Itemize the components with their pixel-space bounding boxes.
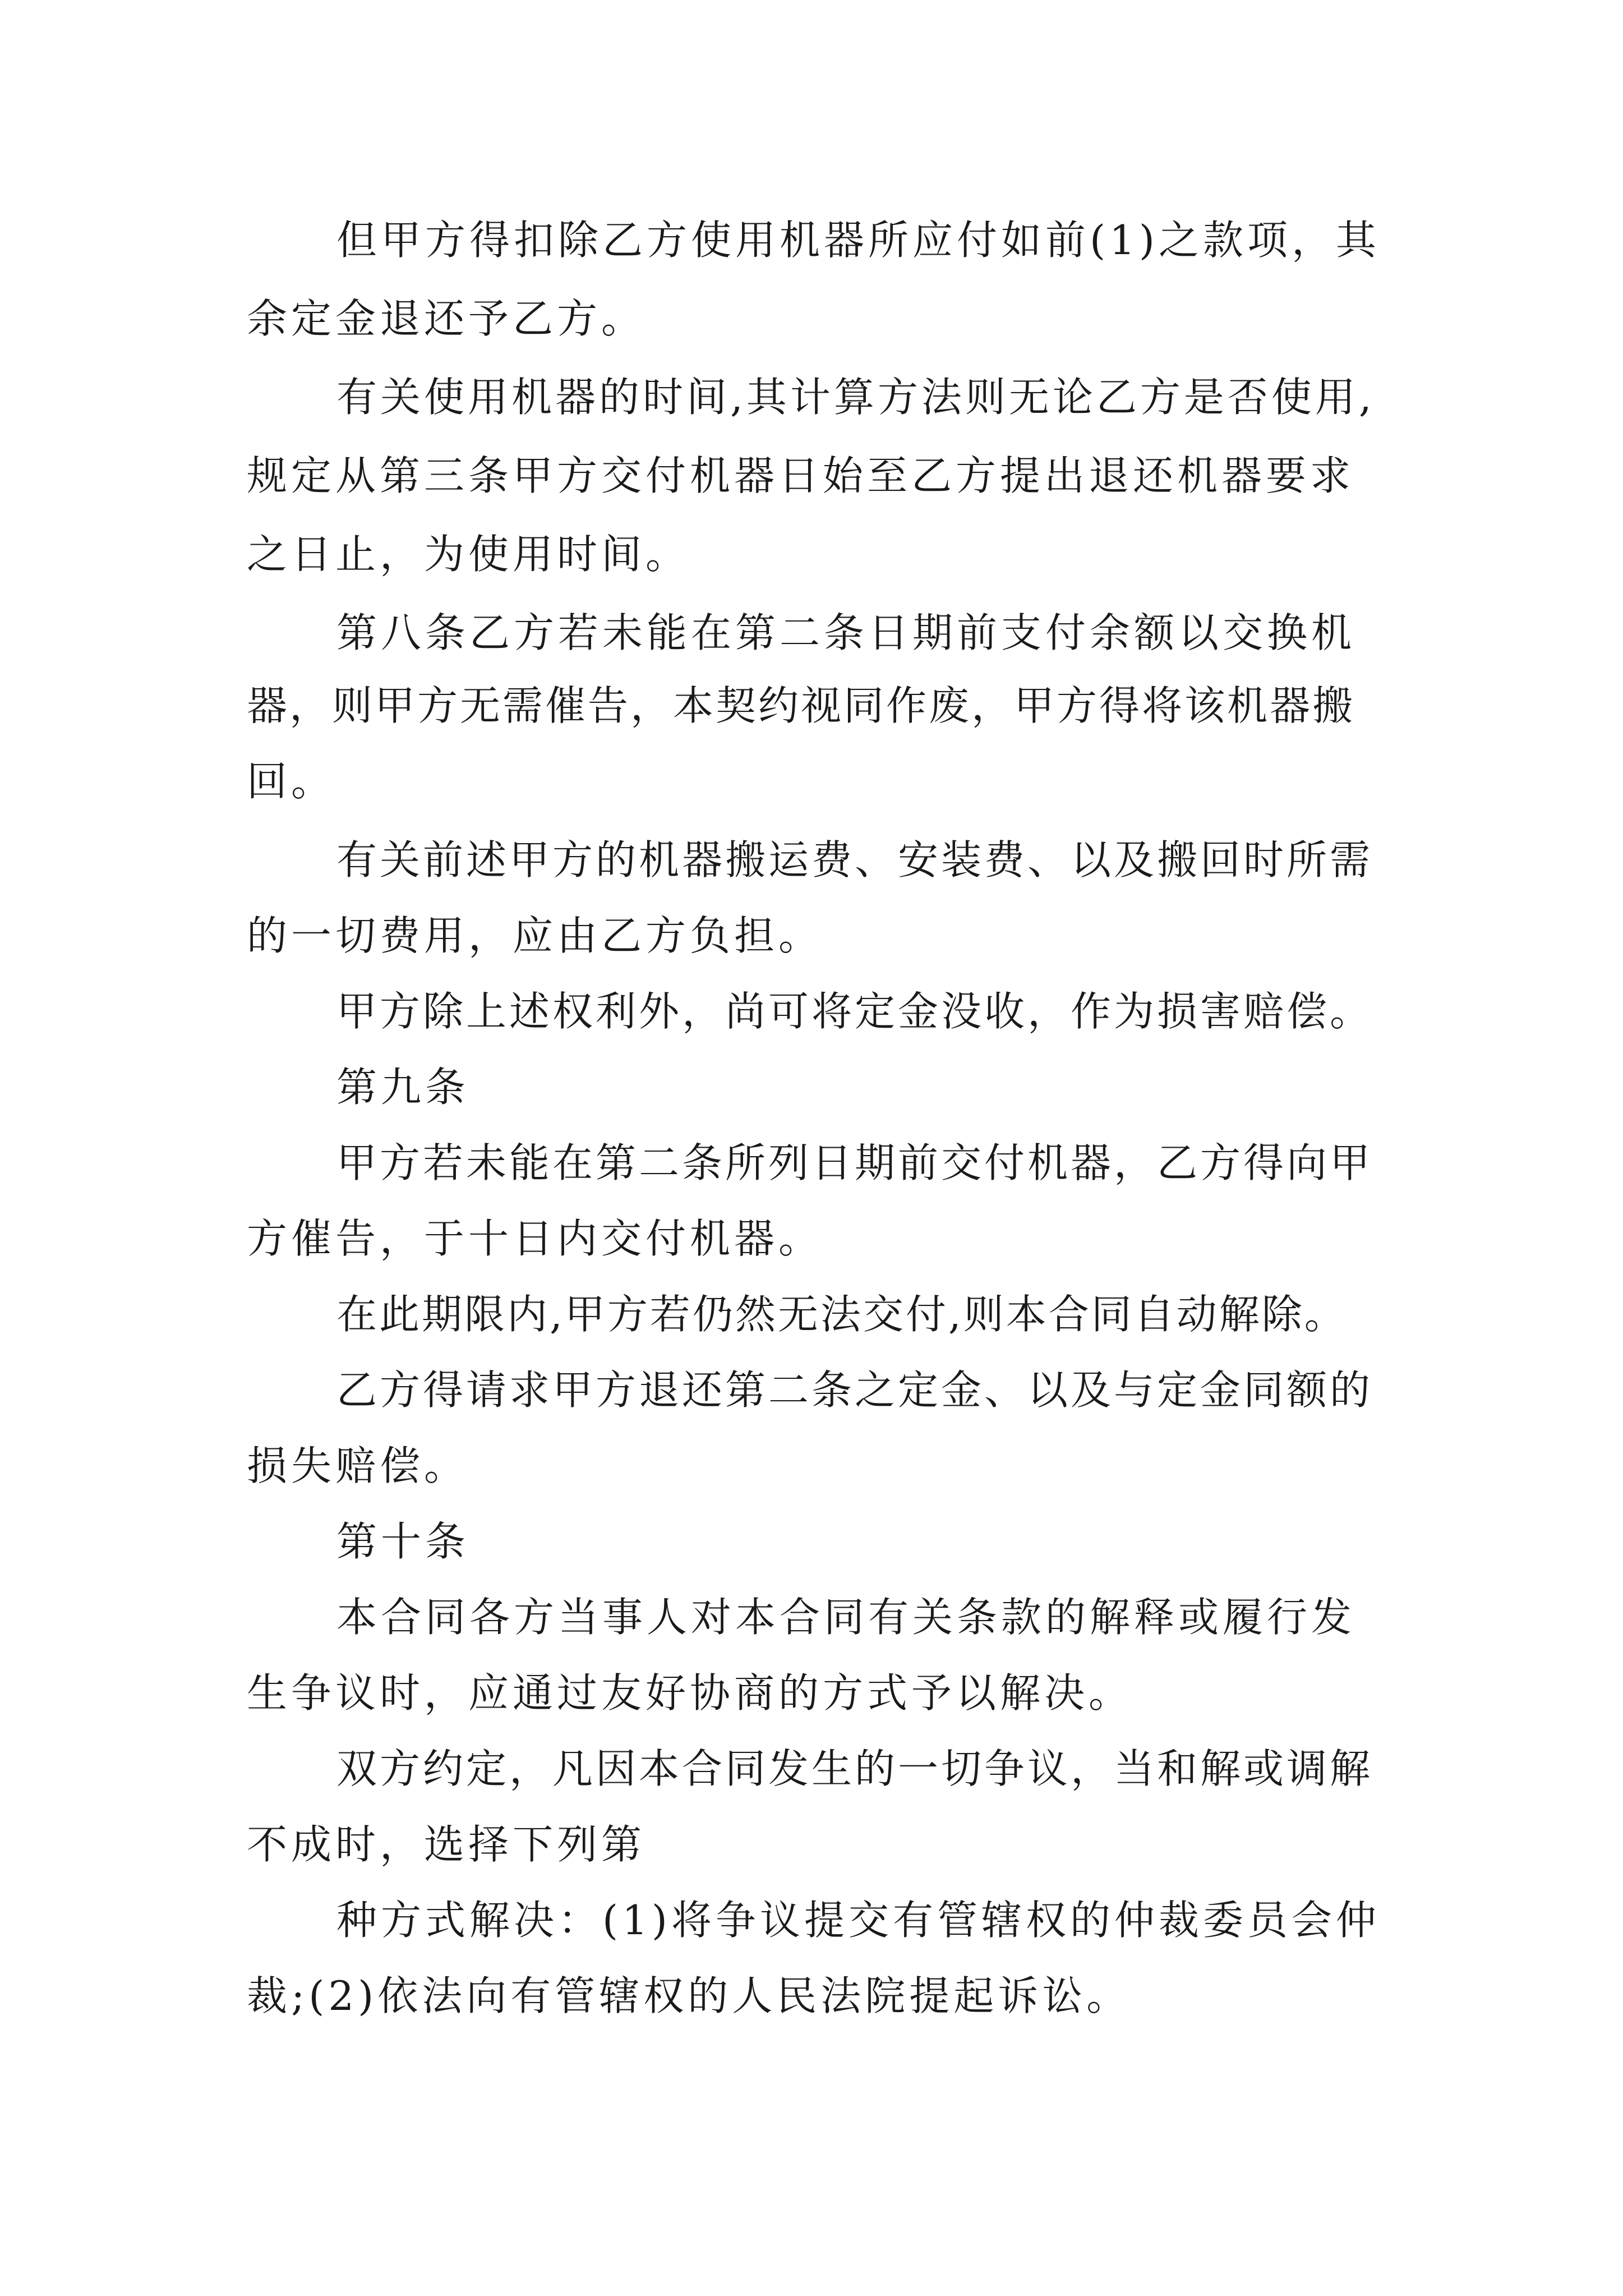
section-heading: 第十条 — [336, 1518, 470, 1565]
text-line: 本合同各方当事人对本合同有关条款的解释或履行发 — [336, 1594, 1356, 1641]
text-line: 器，则甲方无需催告，本契约视同作废，甲方得将该机器搬 — [247, 682, 1355, 729]
text-line: 之日止，为使用时间。 — [247, 531, 690, 578]
text-line: 有关前述甲方的机器搬运费、安装费、以及搬回时所需 — [336, 836, 1373, 884]
text-line: 甲方除上述权利外，尚可将定金没收，作为损害赔偿。 — [336, 988, 1373, 1035]
text-line: 种方式解决：(1)将争议提交有管辖权的仲裁委员会仲 — [336, 1897, 1380, 1944]
text-line: 有关使用机器的时间,其计算方法则无论乙方是否使用, — [336, 374, 1375, 421]
text-line: 甲方若未能在第二条所列日期前交付机器，乙方得向甲 — [336, 1139, 1373, 1186]
text-line: 方催告，于十日内交付机器。 — [247, 1215, 823, 1262]
text-line: 余定金退还予乙方。 — [247, 295, 646, 342]
text-line: 回。 — [247, 758, 336, 805]
text-line: 但甲方得扣除乙方使用机器所应付如前(1)之款项，其 — [336, 217, 1380, 264]
text-line: 双方约定，凡因本合同发生的一切争议，当和解或调解 — [336, 1745, 1373, 1792]
text-line: 乙方得请求甲方退还第二条之定金、以及与定金同额的 — [336, 1366, 1373, 1414]
text-line: 不成时，选择下列第 — [247, 1821, 646, 1868]
text-line: 损失赔偿。 — [247, 1442, 469, 1489]
text-line: 在此期限内,甲方若仍然无法交付,则本合同自动解除。 — [336, 1291, 1347, 1338]
text-line: 规定从第三条甲方交付机器日始至乙方提出退还机器要求 — [247, 452, 1355, 499]
text-line: 裁;(2)依法向有管辖权的人民法院提起诉讼。 — [247, 1972, 1131, 2019]
text-line: 生争议时，应通过友好协商的方式予以解决。 — [247, 1669, 1133, 1717]
text-line: 的一切费用，应由乙方负担。 — [247, 912, 823, 959]
text-line: 第八条乙方若未能在第二条日期前支付余额以交换机 — [336, 609, 1356, 656]
section-heading: 第九条 — [336, 1064, 470, 1111]
